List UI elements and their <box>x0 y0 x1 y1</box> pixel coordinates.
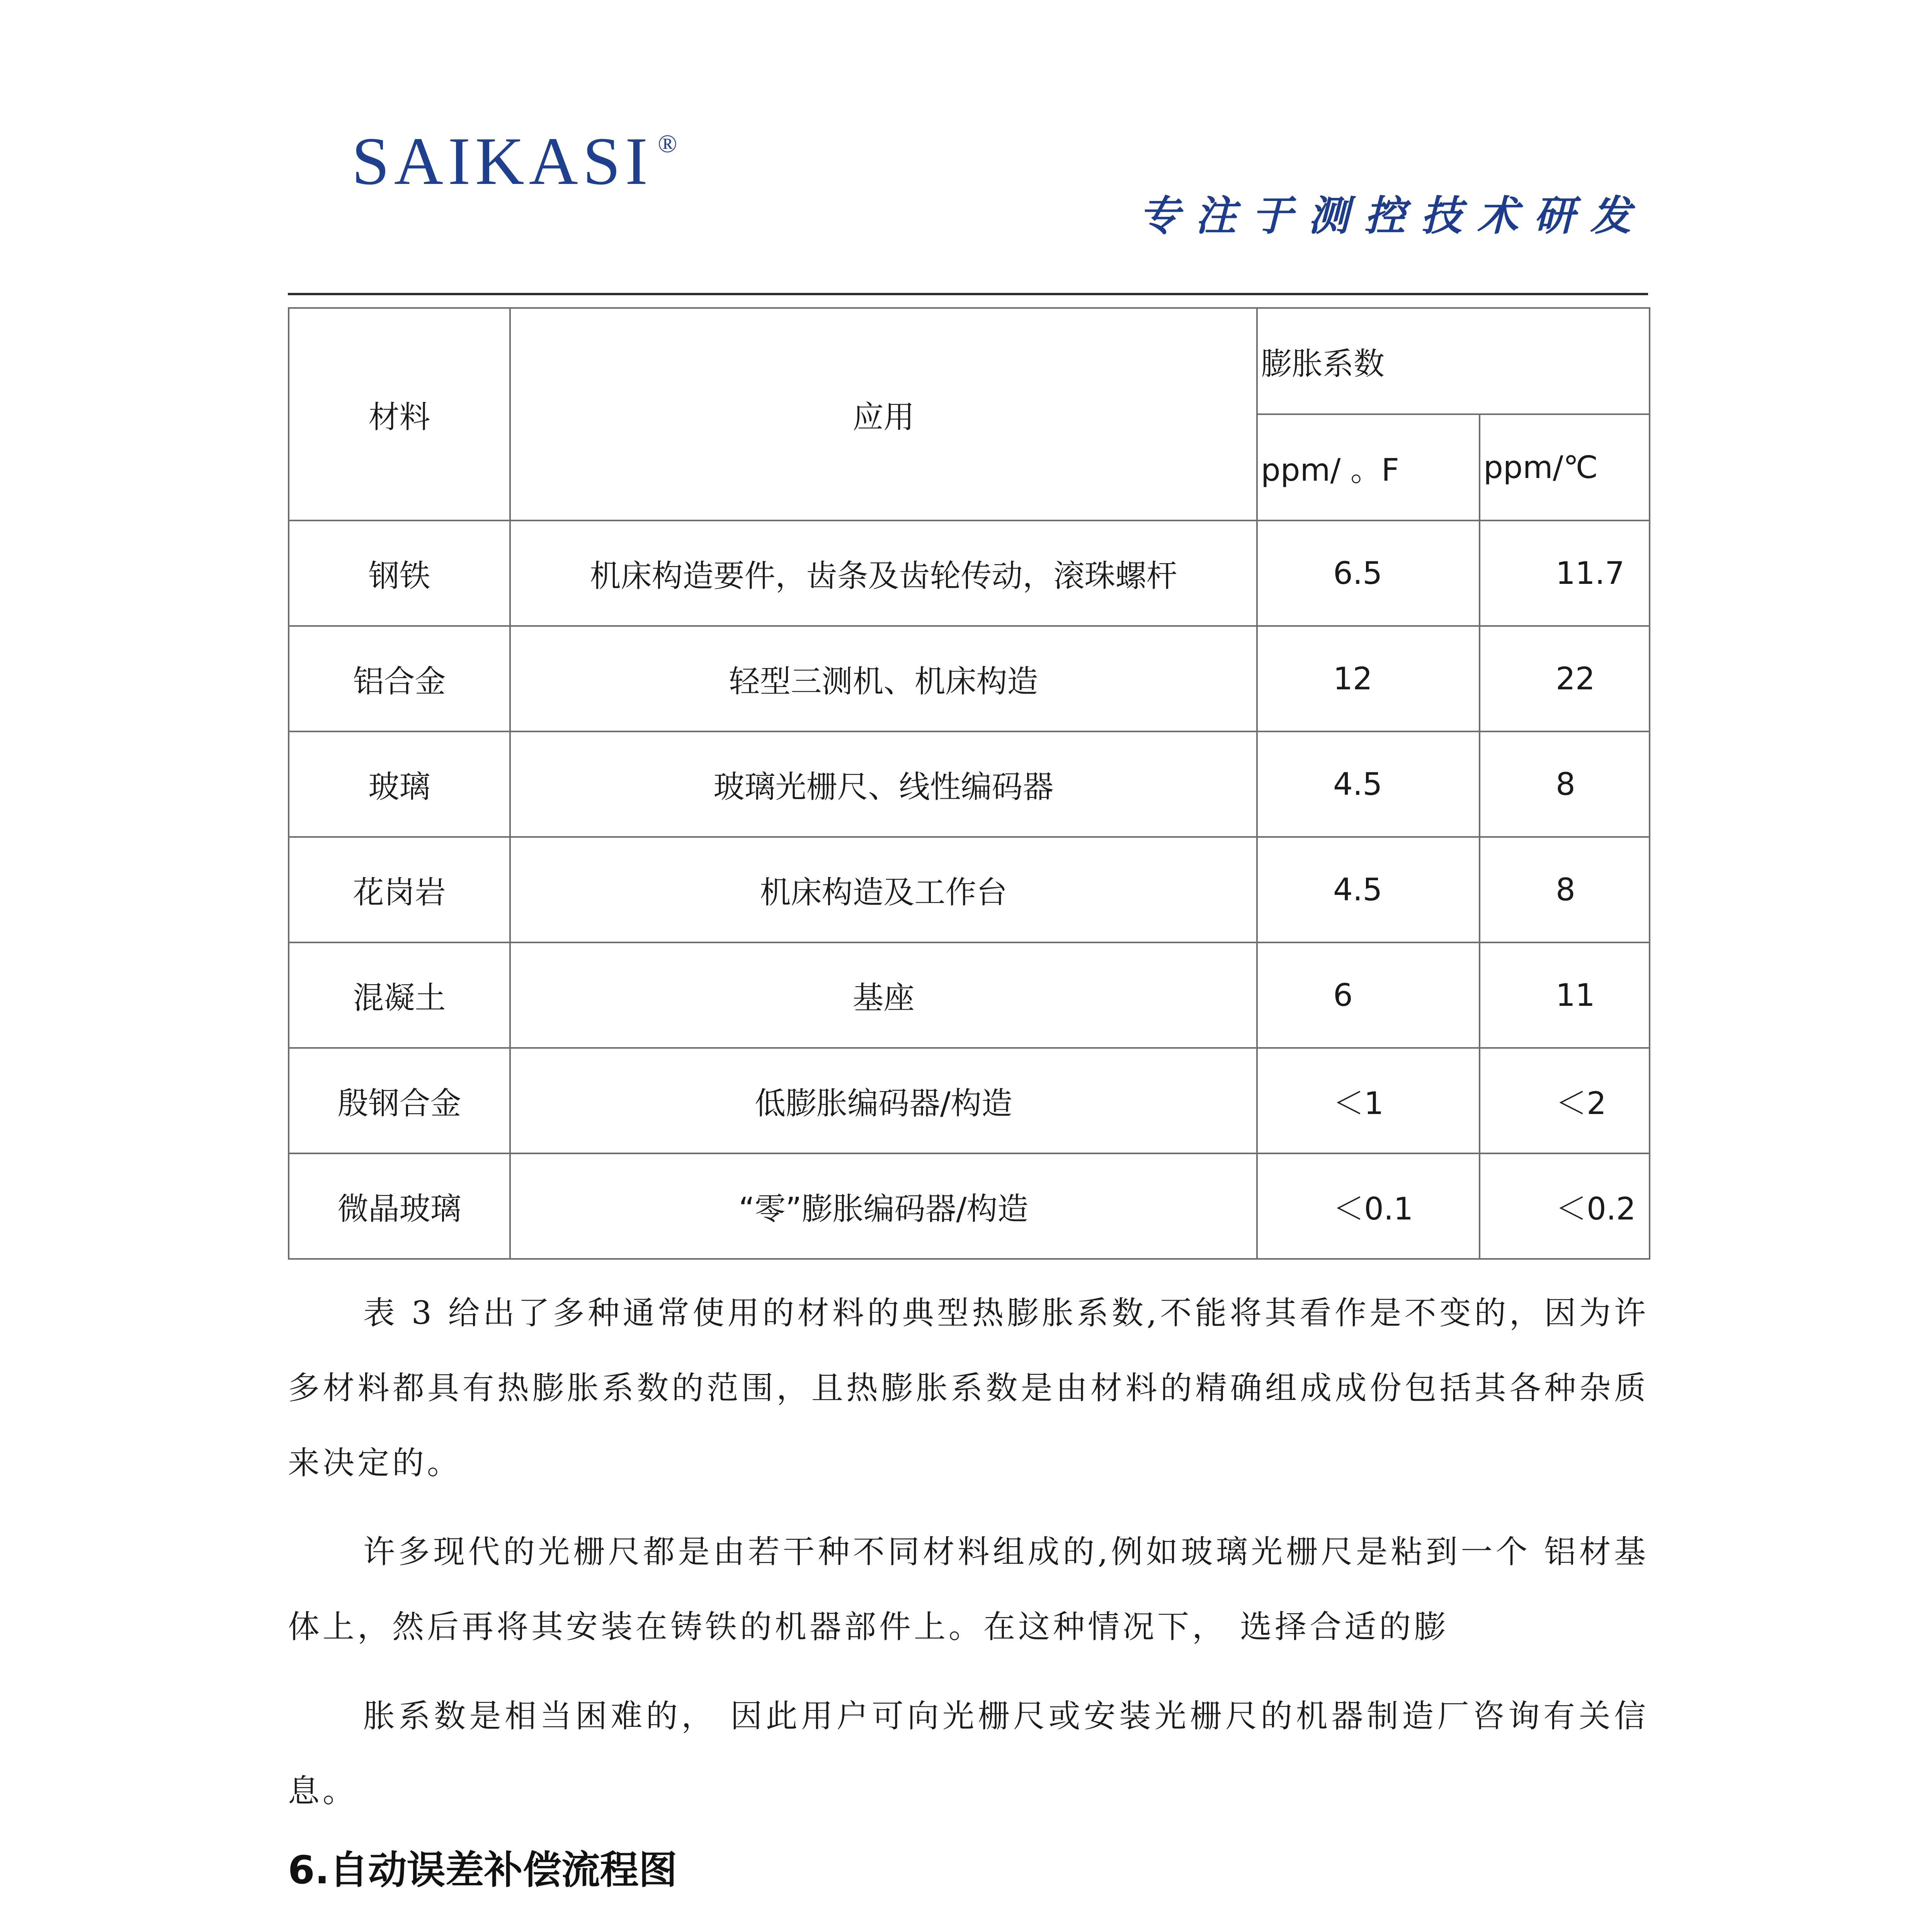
logo-text: SAIKASI <box>352 124 653 199</box>
header-application: 应用 <box>510 308 1257 520</box>
coefficient-f-cell: ＜1 <box>1257 1048 1480 1153</box>
material-cell: 微晶玻璃 <box>289 1153 510 1259</box>
coefficient-f-cell: 6 <box>1257 942 1480 1048</box>
application-cell: 基座 <box>510 942 1257 1048</box>
coefficient-c-cell: 11 <box>1480 942 1650 1048</box>
application-cell: “零”膨胀编码器/构造 <box>510 1153 1257 1259</box>
section-heading: 6.自动误差补偿流程图 <box>288 1847 677 1893</box>
coefficient-c-cell: 11.7 <box>1480 520 1650 626</box>
table-row <box>289 942 1650 1048</box>
company-logo <box>352 124 682 199</box>
table-row <box>289 731 1650 837</box>
material-cell: 混凝土 <box>289 942 510 1048</box>
table-row <box>289 1048 1650 1153</box>
application-cell: 轻型三测机、机床构造 <box>510 626 1257 731</box>
application-cell: 机床构造及工作台 <box>510 837 1257 942</box>
registered-mark: ® <box>658 130 682 158</box>
material-cell: 殷钢合金 <box>289 1048 510 1153</box>
coefficient-f-cell: 6.5 <box>1257 520 1480 626</box>
header-material: 材料 <box>289 308 510 520</box>
coefficient-f-cell: 4.5 <box>1257 837 1480 942</box>
header-unit-fahrenheit: ppm/ 。F <box>1257 414 1480 520</box>
material-cell: 铝合金 <box>289 626 510 731</box>
application-cell: 机床构造要件，齿条及齿轮传动，滚珠螺杆 <box>510 520 1257 626</box>
table-row <box>289 520 1650 626</box>
application-cell: 低膨胀编码器/构造 <box>510 1048 1257 1153</box>
body-paragraph-3: 胀系数是相当困难的， 因此用户可向光栅尺或安装光栅尺的机器制造厂咨询有关信息。 <box>288 1698 1649 1810</box>
table-row <box>289 626 1650 731</box>
coefficient-c-cell: 8 <box>1480 731 1650 837</box>
material-cell: 玻璃 <box>289 731 510 837</box>
coefficient-c-cell: ＜2 <box>1480 1048 1650 1153</box>
coefficient-c-cell: 22 <box>1480 626 1650 731</box>
body-paragraph-2: 许多现代的光栅尺都是由若干种不同材料组成的,例如玻璃光栅尺是粘到一个 铝材基体上，然后再将其安装在铸铁的机器部件上。在这种情况下， 选择合适的膨 <box>288 1534 1649 1645</box>
application-cell: 玻璃光栅尺、线性编码器 <box>510 731 1257 837</box>
coefficient-f-cell: 12 <box>1257 626 1480 731</box>
header-divider <box>288 293 1648 295</box>
header-slogan: 专注于测控技术研发 <box>1139 191 1647 240</box>
expansion-coefficient-table <box>288 307 1650 1260</box>
coefficient-f-cell: ＜0.1 <box>1257 1153 1480 1259</box>
table-row <box>289 837 1650 942</box>
coefficient-c-cell: 8 <box>1480 837 1650 942</box>
coefficient-c-cell: ＜0.2 <box>1480 1153 1650 1259</box>
table-header-row <box>289 308 1650 414</box>
material-cell: 花岗岩 <box>289 837 510 942</box>
body-paragraph-1: 表 3 给出了多种通常使用的材料的典型热膨胀系数,不能将其看作是不变的，因为许多材料都具有热膨胀系数的范围，且热膨胀系数是由材料的精确组成成份包括其各种杂质来决定的。 <box>288 1295 1649 1481</box>
header-coefficient: 膨胀系数 <box>1257 308 1650 414</box>
table-row <box>289 1153 1650 1259</box>
header-unit-celsius: ppm/℃ <box>1480 414 1650 520</box>
coefficient-f-cell: 4.5 <box>1257 731 1480 837</box>
material-cell: 钢铁 <box>289 520 510 626</box>
